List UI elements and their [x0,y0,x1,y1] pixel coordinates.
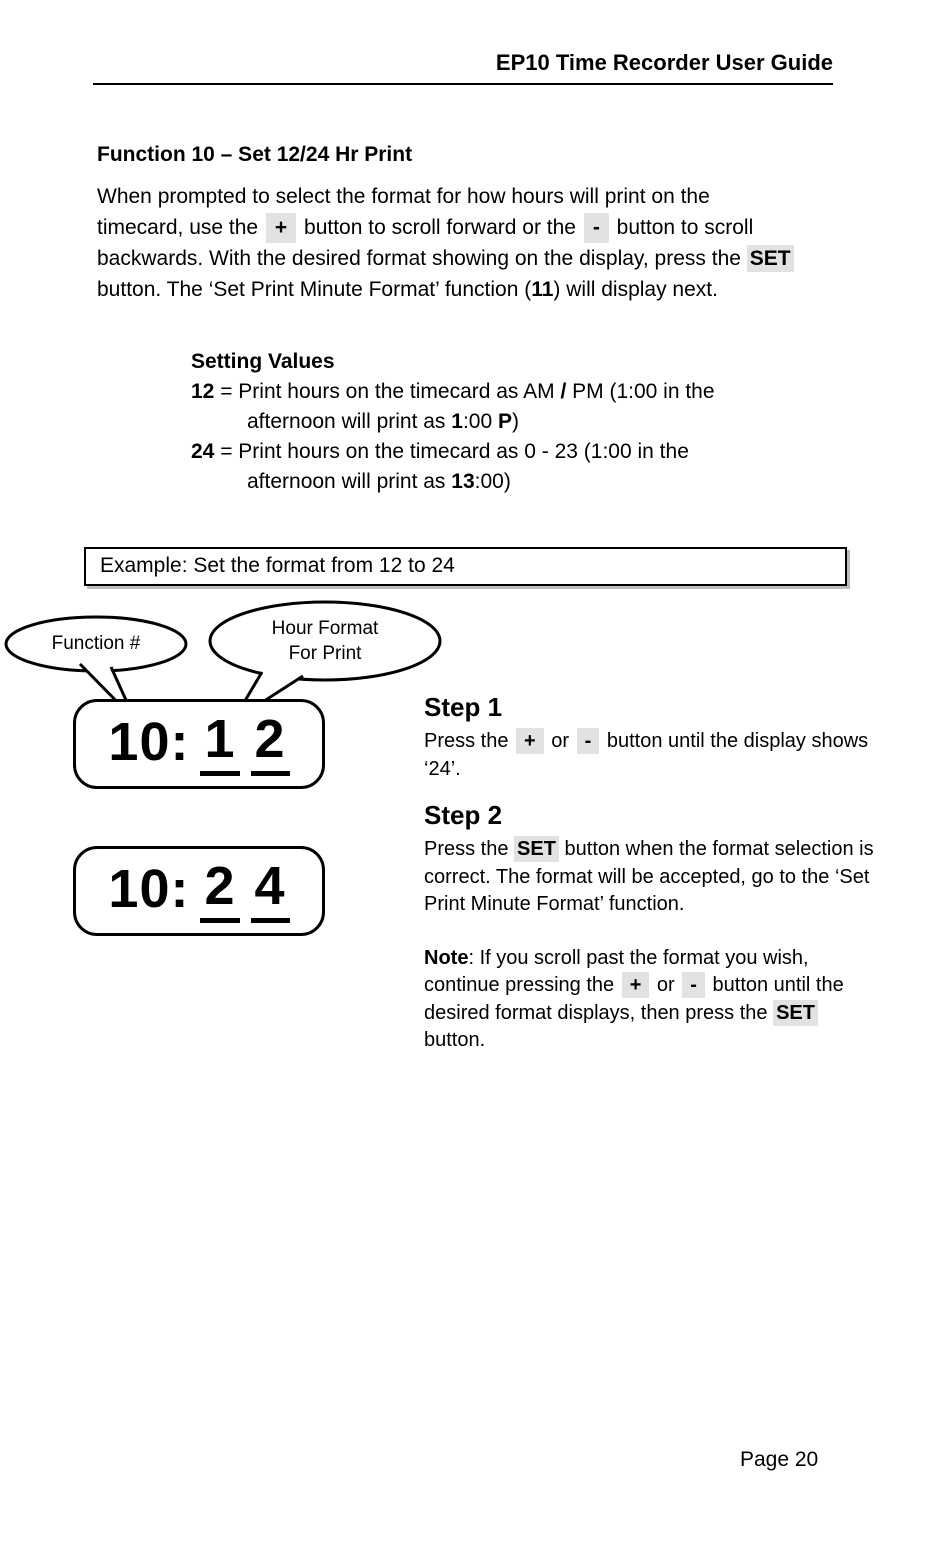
set-key: SET [514,836,559,862]
steps-column [424,692,876,1055]
intro-text-5: ) will display next. [553,278,718,301]
intro-paragraph [97,181,797,305]
value-12-bold-1: / [560,380,567,403]
note-text-4: button. [424,1029,486,1051]
intro-text-3: button to scroll backwards. With the desired format showing on the display, press the [97,216,754,270]
value-12-text-4: ) [512,410,520,433]
lcd-display-before [73,699,325,789]
plus-key: + [516,728,544,754]
note-text-3: button until the desired format displays, then press the [424,974,844,1024]
intro-text-4: button. The ‘Set Print Minute Format’ function ( [97,278,532,301]
step-2-text-2: button when the format selection is correct. The format will be accepted, go to the ‘Set Print Minute Format’ function. [424,838,874,915]
minus-key: - [577,728,600,754]
lcd2-prefix: 10: [108,859,190,919]
intro-text-1: When prompted to select the format for how hours will print on the timecard, use the [97,185,710,239]
bubble-hour-format-line1: Hour Format [271,618,379,639]
bubble-hour-format-line2: For Print [288,643,362,664]
bubble-hour-format-label [218,616,432,666]
step-1-text-1: Press the [424,730,515,752]
lcd2-digit-2: 4 [251,855,290,923]
set-key: SET [773,1000,818,1026]
step-2-text-1: Press the [424,838,515,860]
value-24-text-2: :00) [474,470,511,493]
plus-key: + [622,972,650,998]
note-paragraph [424,945,876,1055]
value-12-text-1: Print hours on the timecard as AM [238,380,561,403]
value-12-eq: = [214,380,239,403]
value-12: 12 [191,380,215,403]
setting-values-heading: Setting Values [191,350,335,373]
example-box [84,547,847,586]
setting-values [191,347,771,497]
page-header [93,50,833,85]
figure [0,592,950,1098]
document-page [0,50,950,1098]
example-label: Example: Set the format from 12 to 24 [100,554,455,577]
intro-text-2: button to scroll forward or the [298,216,582,239]
setting-value-24 [191,437,771,497]
step-1-text [424,728,876,783]
step-2-text [424,836,876,919]
setting-value-12 [191,377,771,437]
step-2-heading: Step 2 [424,800,503,830]
value-24-bold-1: 13 [451,470,475,493]
value-12-bold-2: 1 [451,410,463,433]
set-key: SET [747,245,794,272]
header-title: EP10 Time Recorder User Guide [495,50,833,75]
value-24: 24 [191,440,215,463]
note-label: Note [424,946,469,969]
note-text-2: or [651,974,681,996]
value-24-eq: = [214,440,239,463]
step-1-heading: Step 1 [424,692,503,722]
value-12-bold-3: P [498,410,513,433]
lcd-display-after [73,846,325,936]
lcd2-digit-1: 2 [200,855,239,923]
note-text-1: : If you scroll past the format you wish, continue pressing the [424,946,809,996]
function-number: 11 [531,278,554,301]
plus-key: + [266,213,296,243]
lcd1-prefix: 10: [108,712,190,772]
step-1-text-3: button until the display shows ‘24’. [424,730,869,780]
bubble-function-label: Function # [51,633,141,654]
page-number: Page 20 [740,1448,819,1471]
lcd1-digit-2: 2 [251,708,290,776]
minus-key: - [682,972,705,998]
lcd1-digit-1: 1 [200,708,239,776]
value-12-text-2: PM (1:00 in the afternoon will print as [247,380,715,433]
value-12-text-3: :00 [462,410,498,433]
value-24-text-1: Print hours on the timecard as 0 - 23 (1:00 in the afternoon will print as [238,440,689,493]
step-1-text-2: or [545,730,575,752]
section-title: Function 10 – Set 12/24 Hr Print [97,143,413,166]
minus-key: - [584,213,609,243]
